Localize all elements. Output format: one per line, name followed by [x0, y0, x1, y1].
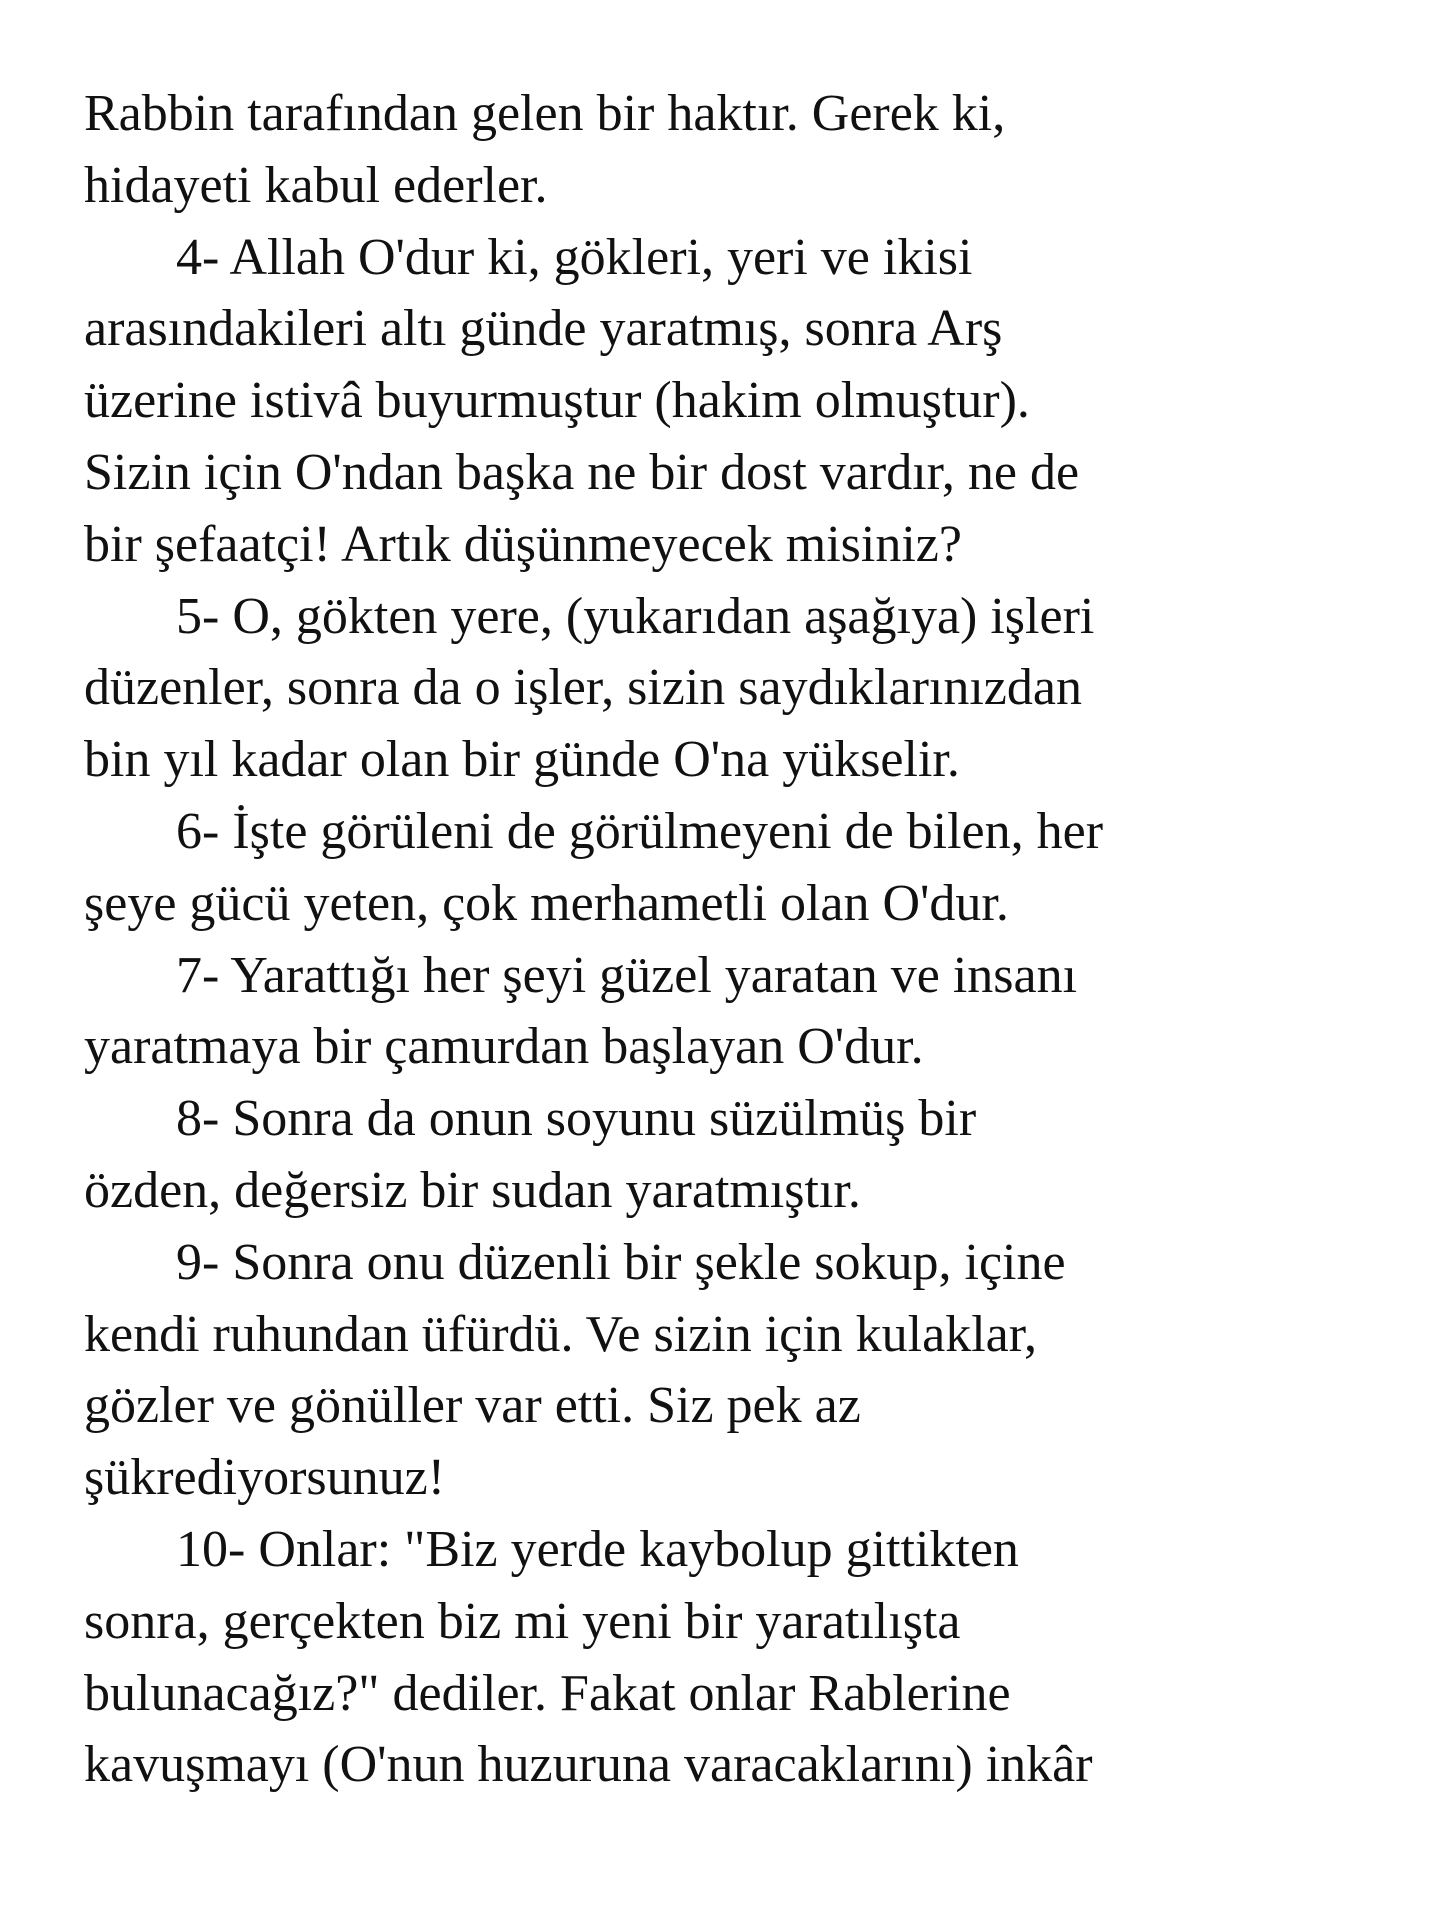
text-line: üzerine istivâ buyurmuştur (hakim olmuştur). — [84, 372, 1030, 430]
text-line: hidayeti kabul ederler. — [84, 156, 548, 214]
text-line: 4- Allah O'dur ki, gökleri, yeri ve ikisi — [176, 228, 973, 286]
text-line: 5- O, gökten yere, (yukarıdan aşağıya) işleri — [176, 587, 1095, 645]
text-line: Rabbin tarafından gelen bir haktır. Gerek ki, — [84, 85, 1006, 142]
text-line: Sizin için O'ndan başka ne bir dost vardır, ne de — [84, 443, 1080, 501]
text-line: şeye gücü yeten, çok merhametli olan O'dur. — [84, 874, 1009, 932]
text-line: düzenler, sonra da o işler, sizin saydıklarınızdan — [84, 659, 1082, 717]
text-line: 8- Sonra da onun soyunu süzülmüş bir — [176, 1090, 977, 1148]
text-line: 10- Onlar: "Biz yerde kaybolup gittikten — [176, 1520, 1019, 1578]
text-line: yaratmaya bir çamurdan başlayan O'dur. — [84, 1018, 924, 1076]
text-line: kavuşmayı (O'nun huzuruna varacaklarını) inkâr — [84, 1736, 1093, 1794]
text-line: bin yıl kadar olan bir günde O'na yükselir. — [84, 731, 960, 789]
text-line: arasındakileri altı günde yaratmış, sonra Arş — [84, 300, 1003, 358]
text-line: kendi ruhundan üfürdü. Ve sizin için kulaklar, — [84, 1305, 1037, 1363]
text-line: bulunacağız?" dediler. Fakat onlar Rablerine — [84, 1664, 1011, 1722]
text-line: sonra, gerçekten biz mi yeni bir yaratılışta — [84, 1592, 961, 1650]
text-line: 7- Yarattığı her şeyi güzel yaratan ve insanı — [176, 946, 1078, 1004]
text-line: özden, değersiz bir sudan yaratmıştır. — [84, 1161, 861, 1219]
body-text — [84, 78, 1414, 1801]
text-line: 9- Sonra onu düzenli bir şekle sokup, içine — [176, 1233, 1066, 1291]
text-line: 6- İşte görüleni de görülmeyeni de bilen, her — [176, 802, 1104, 860]
text-line: şükrediyorsunuz! — [84, 1449, 446, 1507]
text-line: bir şefaatçi! Artık düşünmeyecek misiniz? — [84, 515, 962, 573]
text-line: gözler ve gönüller var etti. Siz pek az — [84, 1377, 861, 1435]
